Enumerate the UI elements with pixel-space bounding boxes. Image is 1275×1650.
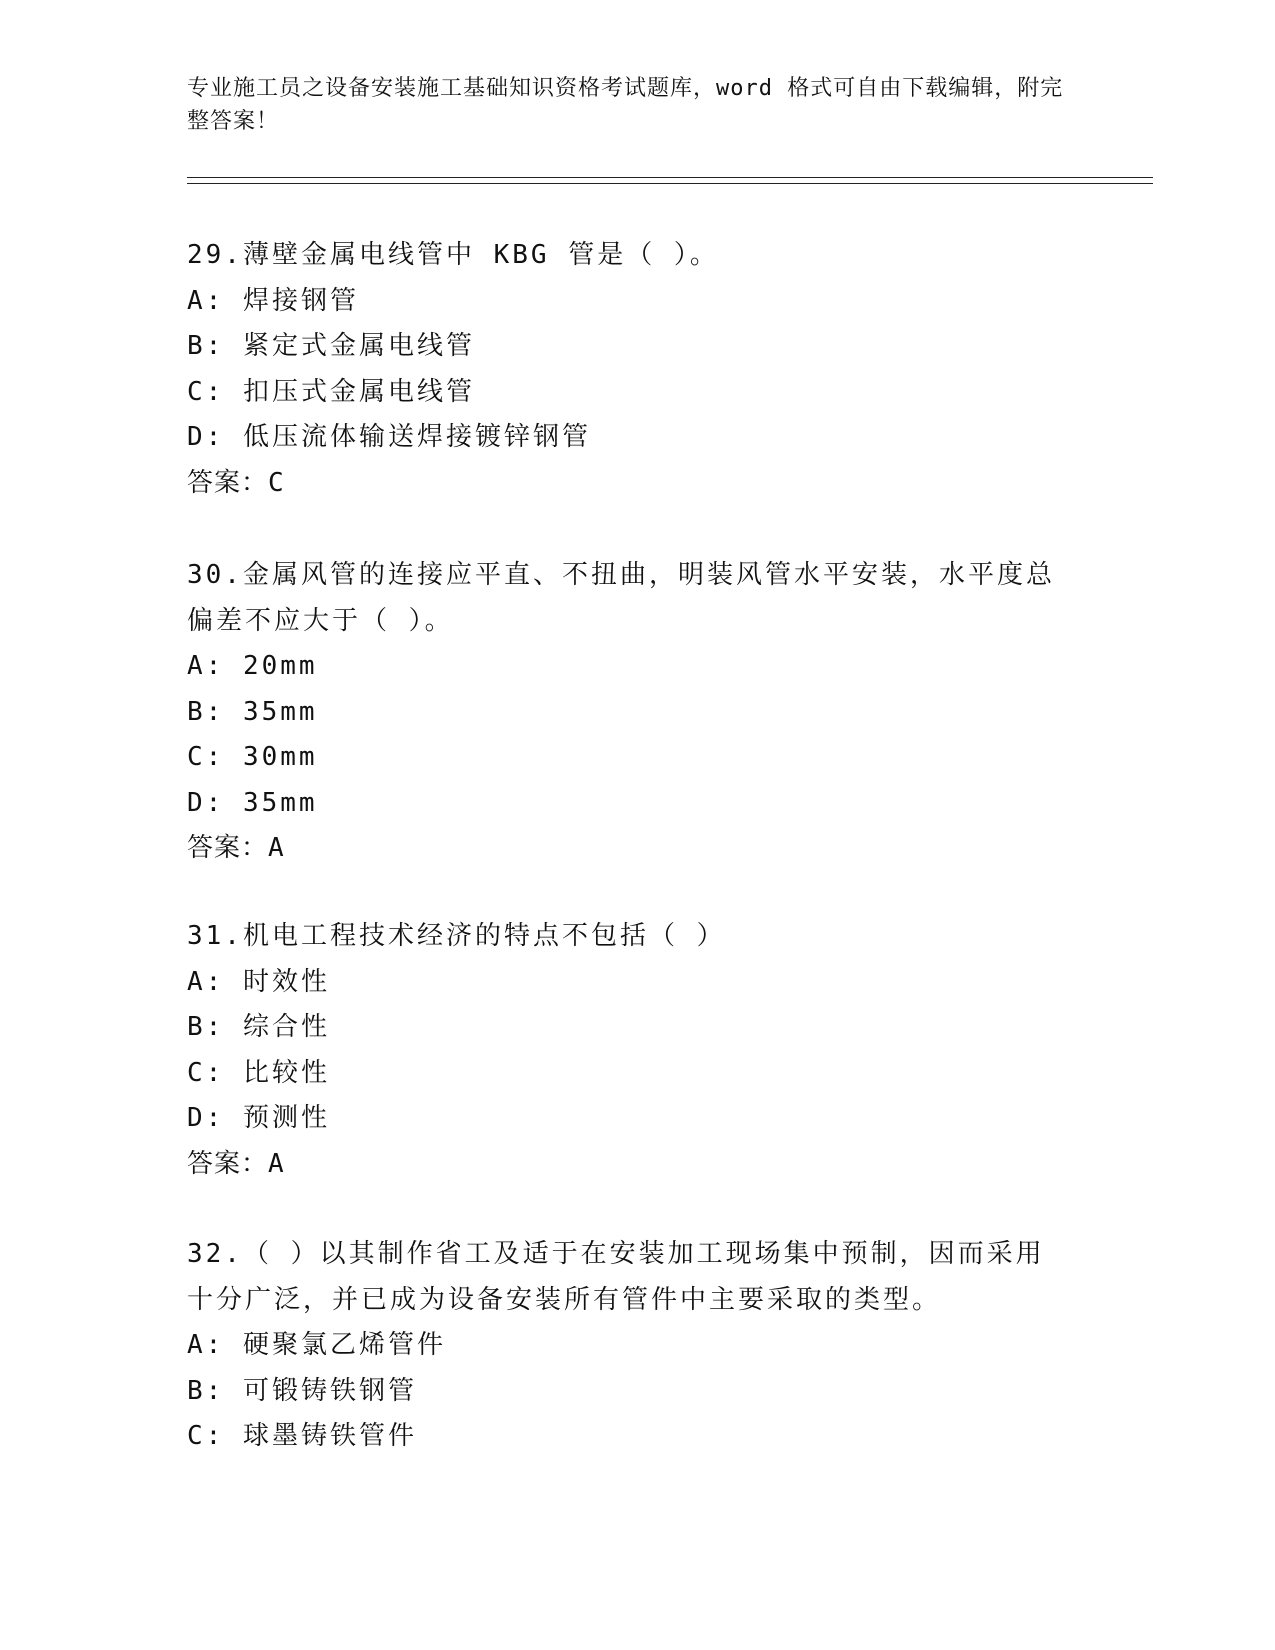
- option-d: D: 预测性: [187, 1103, 330, 1133]
- answer-line: [187, 461, 1067, 507]
- option-b: B: 综合性: [187, 1012, 330, 1042]
- answer-line: [187, 826, 1067, 872]
- option-d: D: 低压流体输送焊接镀锌钢管: [187, 422, 591, 452]
- option-b: B: 可锻铸铁钢管: [187, 1375, 417, 1406]
- option-a: A: 20mm: [187, 651, 318, 681]
- option-b: B: 35mm: [187, 696, 318, 727]
- option-d: D: 35mm: [187, 787, 318, 818]
- option-c: C: 30mm: [187, 742, 318, 772]
- answer-label: 答案：: [187, 467, 269, 498]
- answer-label: 答案：: [187, 833, 269, 863]
- question-stem: 30.金属风管的连接应平直、不扭曲，明装风管水平安装，水平度总偏差不应大于（ ）。: [187, 560, 1055, 636]
- answer-value: A: [268, 1148, 285, 1179]
- option-a: A: 焊接钢管: [187, 285, 359, 316]
- header-divider-bottom: [187, 183, 1153, 184]
- answer-value: C: [268, 467, 285, 498]
- question-stem: 32.（ ）以其制作省工及适于在安装加工现场集中预制，因而采用十分广泛，并已成为设备安装所有管件中主要采取的类型。: [187, 1239, 1045, 1315]
- answer-line: [187, 1142, 1067, 1188]
- question-29: [187, 233, 1067, 506]
- option-b: B: 紧定式金属电线管: [187, 331, 475, 361]
- question-stem: 31.机电工程技术经济的特点不包括（ ）: [187, 921, 726, 951]
- question-stem: 29.薄壁金属电线管中 KBG 管是（ ）。: [187, 240, 719, 270]
- option-a: A: 硬聚氯乙烯管件: [187, 1330, 446, 1360]
- answer-label: 答案：: [187, 1148, 269, 1179]
- question-31: [187, 914, 1067, 1187]
- question-30: [187, 553, 1067, 872]
- option-a: A: 时效性: [187, 966, 330, 997]
- header-divider-top: [187, 177, 1153, 178]
- question-32: [187, 1232, 1067, 1460]
- option-c: C: 球墨铸铁管件: [187, 1421, 417, 1451]
- option-c: C: 扣压式金属电线管: [187, 376, 475, 407]
- document-header: 专业施工员之设备安装施工基础知识资格考试题库，word 格式可自由下载编辑，附完整答案！: [187, 76, 1064, 134]
- answer-value: A: [268, 833, 285, 863]
- option-c: C: 比较性: [187, 1057, 330, 1088]
